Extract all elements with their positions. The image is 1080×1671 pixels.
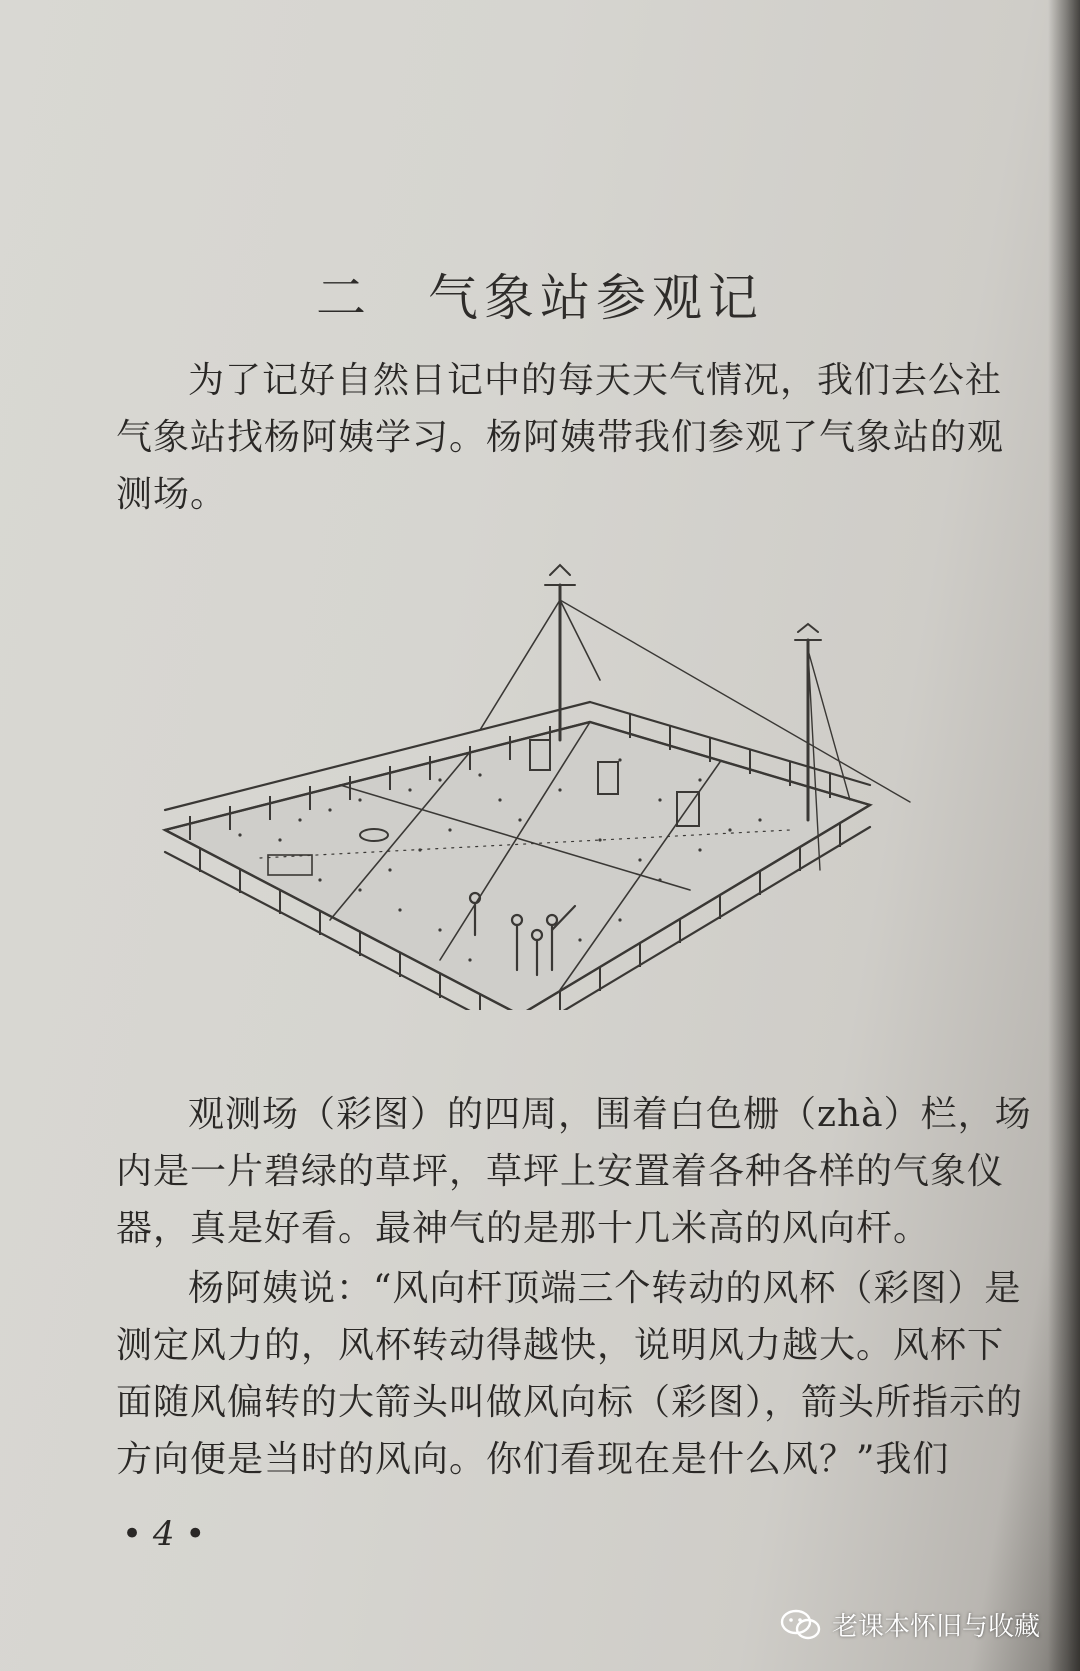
weather-station-illustration [150,550,940,1010]
wechat-icon [780,1608,822,1642]
watermark-text: 老课本怀旧与收藏 [832,1612,1041,1642]
page-gutter-shadow [1048,0,1080,1671]
paragraph-intro-text: 为了记好自然日记中的每天天气情况，我们去公社气象站找杨阿姨学习。杨阿姨带我们参观了气象站的观测场。 [116,360,1005,515]
page-number: • 4 • [122,1514,206,1554]
chapter-title: 二 气象站参观记 [316,269,764,327]
paragraph-wind-vane-text: 杨阿姨说：“风向杆顶端三个转动的风杯（彩图）是测定风力的，风杯转动得越快，说明风力越大。风杯下面随风偏转的大箭头叫做风向标（彩图），箭头所指示的方向便是当时的风向。你们看现在是什么风？”我们 [116,1268,1024,1480]
paragraph-wind-vane [116,1260,1036,1488]
paragraph-intro [116,352,1036,523]
watermark [780,1606,1040,1643]
paragraph-field-text: 观测场（彩图）的四周，围着白色栅（zhà）栏，场内是一片碧绿的草坪，草坪上安置着各种各样的气象仪器，真是好看。最神气的是那十几米高的风向杆。 [116,1094,1032,1249]
paragraph-field [116,1086,1036,1257]
